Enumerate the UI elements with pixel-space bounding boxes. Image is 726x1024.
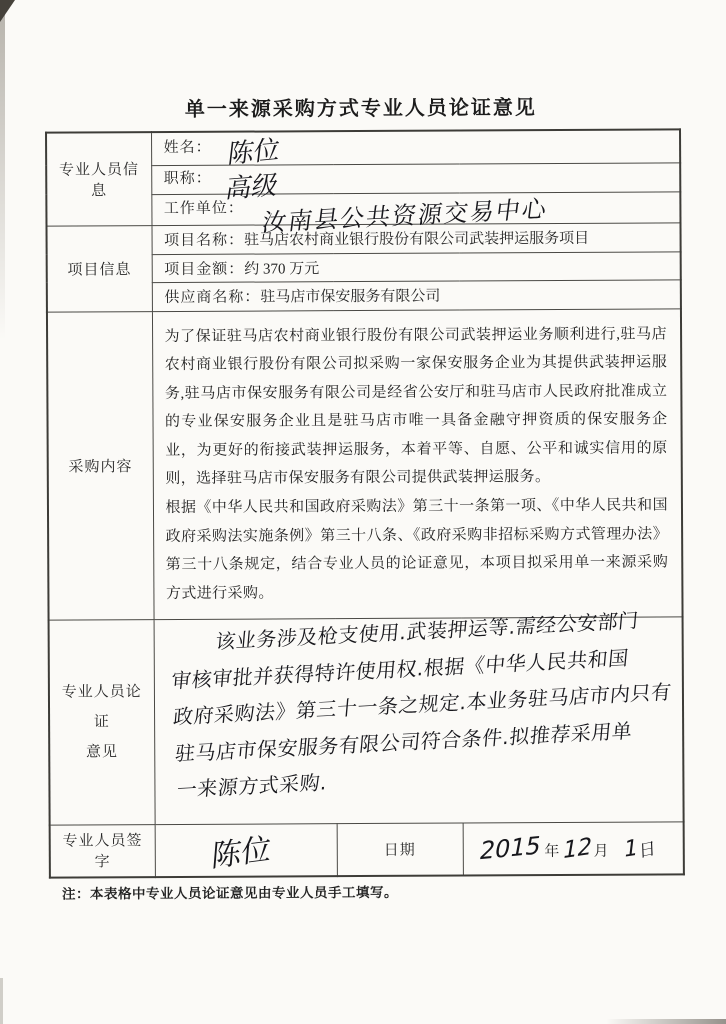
footnote: 注：本表格中专业人员论证意见由专业人员手工填写。	[61, 884, 399, 902]
signature-handwritten	[155, 823, 337, 877]
row-procurement-content	[47, 308, 683, 619]
opinion-line-1: 该业务涉及枪支使用.武装押运等.需经公安部门	[213, 607, 640, 654]
row-name	[46, 129, 680, 165]
project-amount-field	[152, 251, 681, 282]
date-day-handwritten: 1	[622, 835, 640, 864]
work-unit-handwritten-value: 汝南县公共资源交易中心	[260, 194, 550, 237]
signature-value: 陈位	[209, 831, 273, 876]
date-year-suffix: 年	[544, 844, 561, 861]
title-field	[151, 162, 680, 205]
row-expert-opinion	[49, 616, 684, 824]
title-handwritten-value: 高级	[222, 169, 280, 205]
name-label: 姓名：	[163, 140, 212, 157]
procurement-paragraph-2: 根据《中华人民共和国政府采购法》第三十一条第一项、《中华人民共和国政府采购法实施条例》第三十八条、《政府采购非招标采购方式管理办法》第三十八条规定，结合专业人员的论证意见，本项目拟采用单一来源采购方式进行采购。	[165, 497, 669, 602]
form-table	[45, 128, 685, 878]
project-name-label: 项目名称：	[164, 232, 245, 250]
scan-edge-left	[0, 0, 5, 340]
page-title: 单一来源采购方式专业人员论证意见	[184, 97, 537, 121]
name-field	[151, 129, 680, 171]
opinion-line-2: 审核审批并获得特许使用权.根据《中华人民共和国	[169, 644, 630, 693]
project-amount-value: 约 370 万元	[244, 260, 320, 278]
opinion-line-5: 一来源方式采购.	[175, 769, 328, 802]
project-amount-label: 项目金额：	[164, 261, 245, 278]
name-handwritten-value: 陈位	[225, 135, 282, 171]
date-month-suffix: 月	[593, 843, 610, 861]
procurement-paragraph-1: 为了保证驻马店农村商业银行股份有限公司武装押运业务顺利进行,驻马店农村商业银行股份有限公司拟采购一家保安服务企业为其提供武装押运服务,驻马店市保安服务有限公司是经省公安厅和驻马店市人民政府批准成立的专业保安服务企业且是驻马店市唯一具备金融守押资质的保安服务企业，为更好的衔接武装押运服务，本着平等、自愿、公平和诚实信用的原则，选择驻马店市保安服务有限公司提供武装押运服务。	[164, 325, 668, 488]
date-day-suffix: 日	[638, 838, 656, 863]
expert-opinion-label-line1: 专业人员论证	[61, 683, 142, 730]
section-label-procurement-content: 采购内容	[47, 311, 154, 620]
expert-opinion-label-line2: 意见	[85, 743, 119, 760]
scan-edge-bottom-right	[606, 1019, 726, 1024]
work-unit-label: 工作单位：	[163, 201, 244, 218]
section-label-project-info: 项目信息	[46, 225, 151, 312]
section-label-personnel-info: 专业人员信息	[46, 132, 151, 226]
title-label: 职称：	[163, 171, 212, 188]
opinion-line-4: 驻马店市保安服务有限公司符合条件.拟推荐采用单	[173, 717, 633, 765]
section-label-expert-opinion	[49, 619, 155, 825]
date-month-handwritten: 12	[560, 833, 594, 865]
scan-edge-bottom-left	[0, 978, 3, 1024]
date-year-handwritten: 2015	[476, 831, 543, 866]
opinion-line-3: 政府采购法》第三十一条之规定.本业务驻马店市内只有	[171, 679, 673, 729]
scan-corner-artifact	[0, 0, 15, 22]
expert-opinion-lines	[168, 600, 682, 808]
project-name-value: 驻马店农村商业银行股份有限公司武装押运服务项目	[244, 230, 590, 249]
row-signature	[50, 821, 684, 877]
signature-label: 专业人员签字	[50, 824, 155, 878]
date-field	[463, 821, 684, 875]
procurement-content-text	[152, 308, 683, 619]
expert-opinion-handwriting	[154, 607, 684, 824]
date-label: 日期	[337, 822, 463, 876]
supplier-label: 供应商名称：	[164, 289, 261, 307]
supplier-field	[152, 279, 681, 311]
supplier-value: 驻马店市保安服务有限公司	[260, 288, 441, 306]
